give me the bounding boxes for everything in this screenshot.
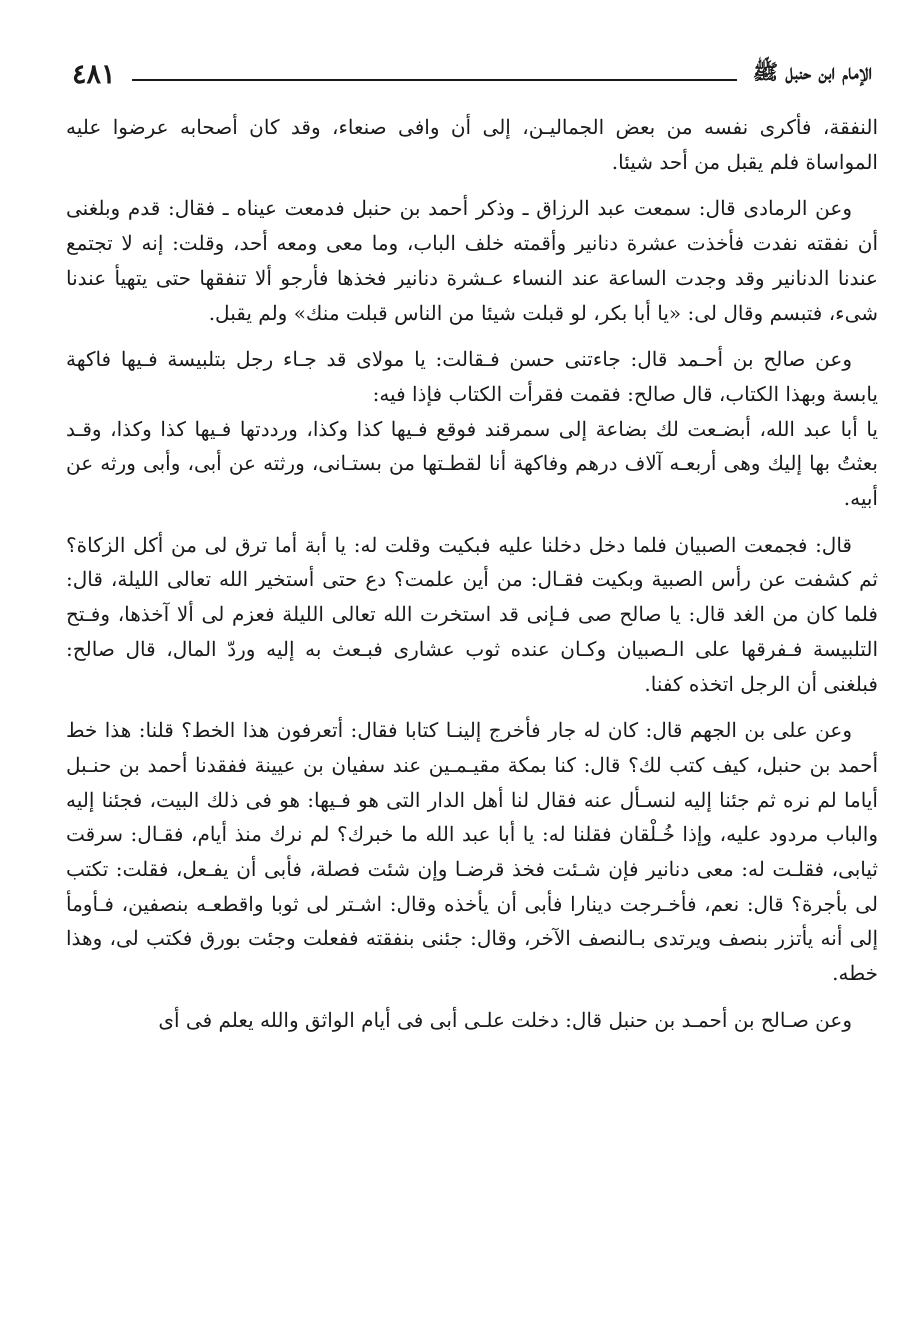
paragraph-5: قال: فجمعت الصبيان فلما دخل دخلنا عليه فبكيت وقلت له: يا أبة أما ترق لى من أكل الزكاة؟ ثم كشفت عن رأس الصبية وبكيت فقـال: من أين علمت؟ دع حتى أستخير الله تعالى الليلة، قال: فلما كان من الغد قال: يا صالح صى فـإنى قد استخرت الله تعالى الليلة فعزم لى ألا آخذها، وفـتح التلبيسة فـفرقها على الـصبيان وكـان عنده ثوب عشارى فبـعث به إليه وردّ المال، قال صالح: فبلغنى أن الرجل اتخذه كفنا. <box>66 532 878 696</box>
running-title: الإمام ابن حنبل ﷺ <box>752 58 872 84</box>
paragraph-3: وعن صالح بن أحـمد قال: جاءتنى حسن فـقالت: يا مولاى قد جـاء رجل بتلبيسة فـيها فاكهة يابسة وبهذا الكتاب، قال صالح: فقمت فقرأت الكتاب فإذا فيه: <box>66 347 878 406</box>
page-body <box>66 110 878 1038</box>
paragraph-7: وعن صـالح بن أحمـد بن حنبل قال: دخلت علـى أبى فى أيام الواثق والله يعلم فى أى <box>158 1007 852 1032</box>
paragraph-6: وعن على بن الجهم قال: كان له جار فأخرج إلينـا كتابا فقال: أتعرفون هذا الخط؟ قلنا: هذا خط أحمد بن حنبل، كيف كتب لك؟ قال: كنا بمكة مقيـمـين عند سفيان بن عيينة ففقدنا أحمد بن حنـبل أياما لم نره ثم جئنا إليه لنسـأل عنه فقال لنا أهل الدار التى هو فـيها: هو فى ذلك البيت، فجئنا إليه والباب مردود عليه، وإذا خُـلْقان فقلنا له: يا أبا عبد الله ما خبرك؟ لم نرك منذ أيام، فقـال: سرقت ثيابى، فقلـت له: معى دنانير فإن شـئت فخذ قرضـا وإن شئت فصلة، فأبى أن يفـعل، فقلت: تكتب لى بأجرة؟ قال: نعم، فأخـرجت دينارا فأبى أن يأخذه وقال: اشـتر لى ثوبا واقطعـه بنصفين، فـأومأ إلى أنه يأتزر بنصف ويرتدى بـالنصف الآخر، وقال: جئنى بنفقته ففعلت وجئت بورق فكتب لى، وهذا خطه. <box>66 718 878 986</box>
page-number: ٤٨١ <box>72 58 116 90</box>
paragraph-4: يا أبا عبد الله، أبضـعت لك بضاعة إلى سمرقند فوقع فـيها كذا وكذا، ورددتها فـيها كذا وكذا، وقـد بعثتُ بها إليك وهى أربعـه آلاف درهم وفاكهة أنا لقطـتها من بستـانى، ورثته عن أبى، وأبى ورثه عن أبيه. <box>66 416 879 511</box>
header-rule <box>132 79 737 81</box>
paragraph-2: وعن الرمادى قال: سمعت عبد الرزاق ـ وذكر أحمد بن حنبل فدمعت عيناه ـ فقال: قدم وبلغنى أن نفقته نفدت فأخذت عشرة دنانير وأقمته خلف الباب، وما معى ومعه أحد، وقلت: إنه لا تجتمع عندنا الدنانير وقد وجدت الساعة عند النساء عـشرة دنانير فخذها فأرجو ألا تنفقها حتى يتهيأ عندنا شىء، فتبسم وقال لى: «يا أبا بكر، لو قبلت شيئا من الناس قبلت منك» ولم يقبل. <box>66 196 878 325</box>
paragraph-1: النفقة، فأكرى نفسه من بعض الجماليـن، إلى أن وافى صنعاء، وقد كان أصحابه عرضوا عليه المواساة فلم يقبل من أحد شيئا. <box>66 115 878 174</box>
page-header <box>72 52 872 96</box>
